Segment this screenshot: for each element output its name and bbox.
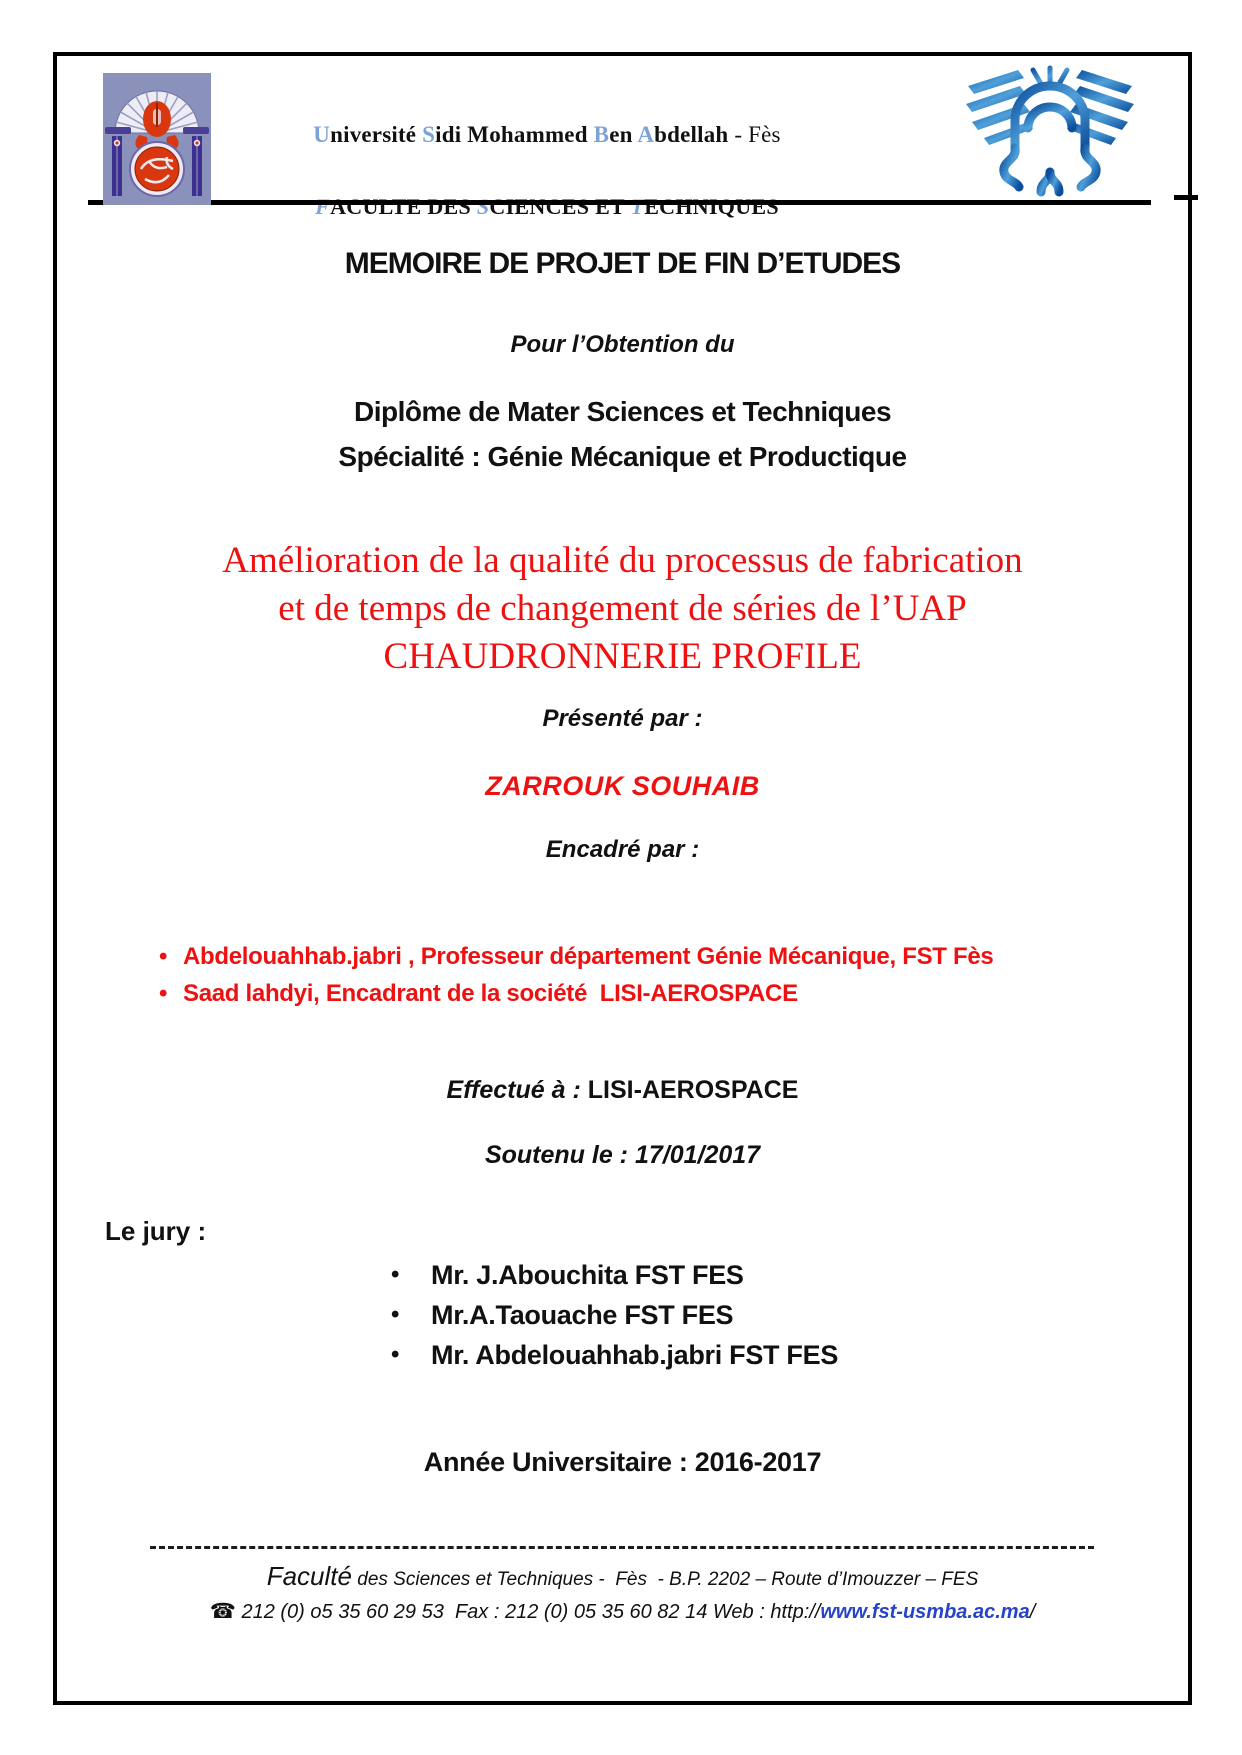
subject-line-1: Amélioration de la qualité du processus de fabrication [222, 540, 1023, 581]
header [57, 56, 1188, 219]
footer-address-text: des Sciences et Techniques - Fès - B.P. 2202 – Route d’Imouzzer – FES [351, 1569, 979, 1590]
speciality-line: Spécialité : Génie Mécanique et Productique [338, 441, 907, 472]
footer-address-line [57, 1561, 1188, 1592]
company-name: LISI-AEROSPACE [587, 1076, 799, 1104]
bullet-icon: • [159, 980, 168, 1007]
subject-line-2: et de temps de changement de séries de l’UAP [278, 588, 967, 629]
fst-logo [962, 64, 1138, 202]
supervised-by-label: Encadré par : [545, 836, 700, 863]
carried-out-at-line [57, 1076, 1188, 1105]
pour-obtention-line: Pour l’Obtention du [510, 331, 735, 358]
bullet-icon: • [391, 1301, 400, 1328]
footer-faculty-name: Faculté [266, 1561, 352, 1591]
diploma-line: Diplôme de Mater Sciences et Techniques [353, 396, 892, 427]
supervisor-item [145, 938, 1188, 975]
jury-member-name: Mr. Abdelouahhab.jabri FST FES [431, 1340, 839, 1370]
header-divider-end-dash [1174, 195, 1198, 200]
bullet-icon: • [391, 1341, 400, 1368]
dashed-divider [150, 1546, 1094, 1549]
bullet-icon: • [391, 1261, 400, 1288]
presented-by-label: Présenté par : [542, 705, 703, 732]
footer-contact-text: 212 (0) o5 35 60 29 53 Fax : 212 (0) 05 35 60 82 14 Web : http:// [235, 1601, 821, 1623]
supervisors-list [145, 938, 1188, 1012]
author-name: ZARROUK SOUHAIB [485, 771, 760, 801]
footer-contact-line [57, 1599, 1188, 1624]
supervisor-name: Abdelouahhab.jabri , Professeur département Génie Mécanique, FST Fès [183, 943, 994, 970]
header-text [217, 86, 877, 256]
faculty-name: FACULTE DES SCIENCES ET TECHNIQUES [315, 194, 779, 219]
thesis-subject-title [57, 537, 1188, 681]
usmba-university-crest-logo [103, 73, 211, 205]
jury-item [387, 1295, 1188, 1335]
university-name: Université Sidi Mohammed Ben Abdellah - Fès [313, 122, 781, 147]
document-title: MEMOIRE DE PROJET DE FIN D’ETUDES [344, 247, 901, 280]
carried-out-at-label: Effectué à : [446, 1076, 588, 1104]
bullet-icon: • [159, 943, 168, 970]
page-border-frame [53, 52, 1192, 1705]
defended-on-line: Soutenu le : 17/01/2017 [484, 1141, 761, 1169]
phone-icon: ☎ [209, 1600, 236, 1623]
jury-member-name: Mr.A.Taouache FST FES [431, 1300, 734, 1330]
jury-list [387, 1255, 1188, 1375]
diploma-block [57, 389, 1188, 479]
supervisor-name: Saad lahdyi, Encadrant de la société LISI-AEROSPACE [183, 980, 798, 1007]
jury-member-name: Mr. J.Abouchita FST FES [431, 1260, 744, 1290]
academic-year-line: Année Universitaire : 2016-2017 [423, 1447, 822, 1477]
jury-label: Le jury : [105, 1216, 207, 1246]
subject-line-3: CHAUDRONNERIE PROFILE [383, 636, 862, 677]
website-link[interactable]: www.fst-usmba.ac.ma [820, 1601, 1030, 1623]
jury-item [387, 1335, 1188, 1375]
supervisor-item [145, 975, 1188, 1012]
footer-link-suffix: / [1029, 1601, 1036, 1623]
jury-item [387, 1255, 1188, 1295]
